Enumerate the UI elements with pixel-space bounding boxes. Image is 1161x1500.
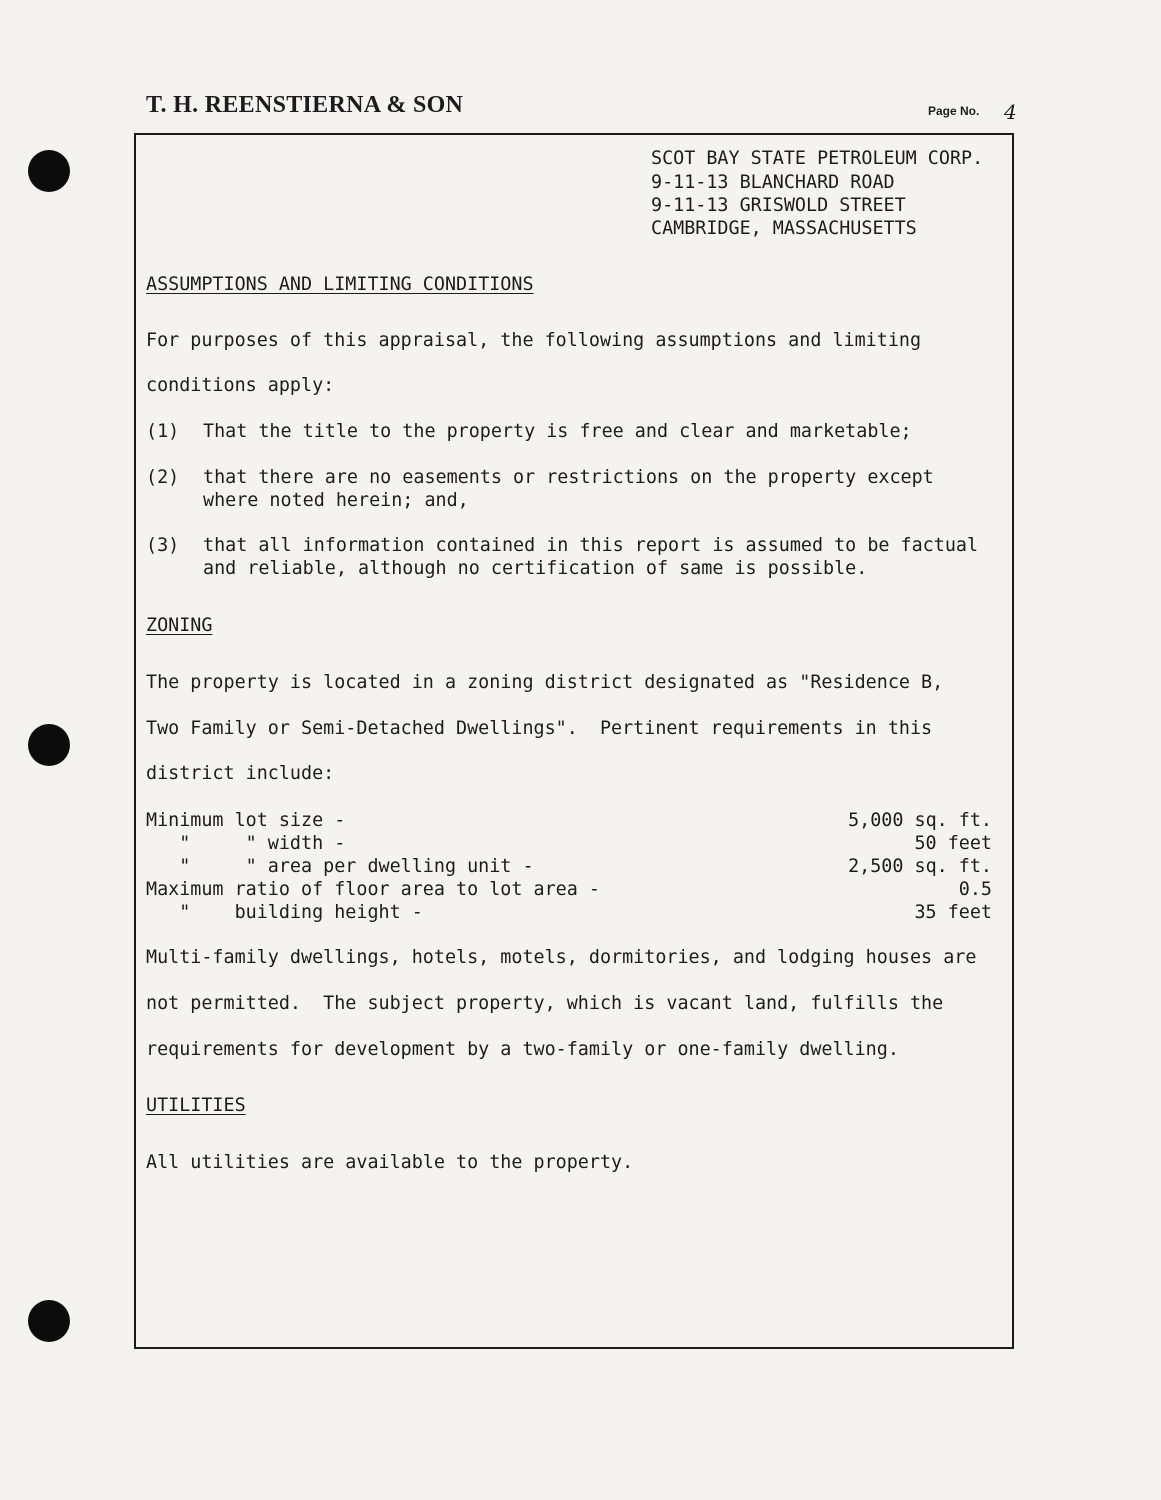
zoning-para1-line2: Two Family or Semi-Detached Dwellings". Pertinent requirements in this [146,718,933,739]
address-line2: 9-11-13 GRISWOLD STREET [651,195,906,216]
assumption-text-3b: and reliable, although no certification of same is possible. [203,558,868,579]
requirement-value: 0.5 [958,879,992,900]
assumption-text-2a: that there are no easements or restrictions on the property except [203,467,934,488]
requirement-label: " building height - [146,902,423,923]
utilities-heading: UTILITIES [146,1095,246,1116]
assumption-text-2b: where noted herein; and, [203,490,469,511]
zoning-para1-line3: district include: [146,763,335,784]
requirement-value: 50 feet [914,833,992,854]
requirement-value: 2,500 sq. ft. [848,856,992,877]
punch-hole-top [28,150,70,192]
address-city: CAMBRIDGE, MASSACHUSETTS [651,218,917,239]
assumption-number-2: (2) [146,467,180,488]
requirement-value: 5,000 sq. ft. [848,810,992,831]
punch-hole-bottom [28,1300,70,1342]
requirement-label: " " area per dwelling unit - [146,856,534,877]
page-number: 4 [1004,100,1017,124]
requirement-label: Maximum ratio of floor area to lot area - [146,879,600,900]
page-label: Page No. [928,104,980,118]
assumptions-intro-line1: For purposes of this appraisal, the following assumptions and limiting [146,330,922,351]
zoning-para2-line1: Multi-family dwellings, hotels, motels, dormitories, and lodging houses are [146,947,977,968]
requirement-label: " " width - [146,833,346,854]
assumption-text-1: That the title to the property is free and clear and marketable; [203,421,912,442]
requirement-value: 35 feet [914,902,992,923]
firm-name: T. H. REENSTIERNA & SON [146,92,464,118]
utilities-text: All utilities are available to the property. [146,1152,634,1173]
zoning-para2-line2: not permitted. The subject property, which is vacant land, fulfills the [146,993,944,1014]
assumptions-heading: ASSUMPTIONS AND LIMITING CONDITIONS [146,274,534,295]
zoning-para1-line1: The property is located in a zoning district designated as "Residence B, [146,672,944,693]
zoning-heading: ZONING [146,615,213,636]
requirement-label: Minimum lot size - [146,810,346,831]
assumption-number-1: (1) [146,421,180,442]
assumption-text-3a: that all information contained in this report is assumed to be factual [203,535,979,556]
punch-hole-middle [28,724,70,766]
address-line1: 9-11-13 BLANCHARD ROAD [651,172,895,193]
zoning-para2-line3: requirements for development by a two-family or one-family dwelling. [146,1039,899,1060]
assumptions-intro-line2: conditions apply: [146,375,335,396]
address-company: SCOT BAY STATE PETROLEUM CORP. [651,148,984,169]
assumption-number-3: (3) [146,535,180,556]
